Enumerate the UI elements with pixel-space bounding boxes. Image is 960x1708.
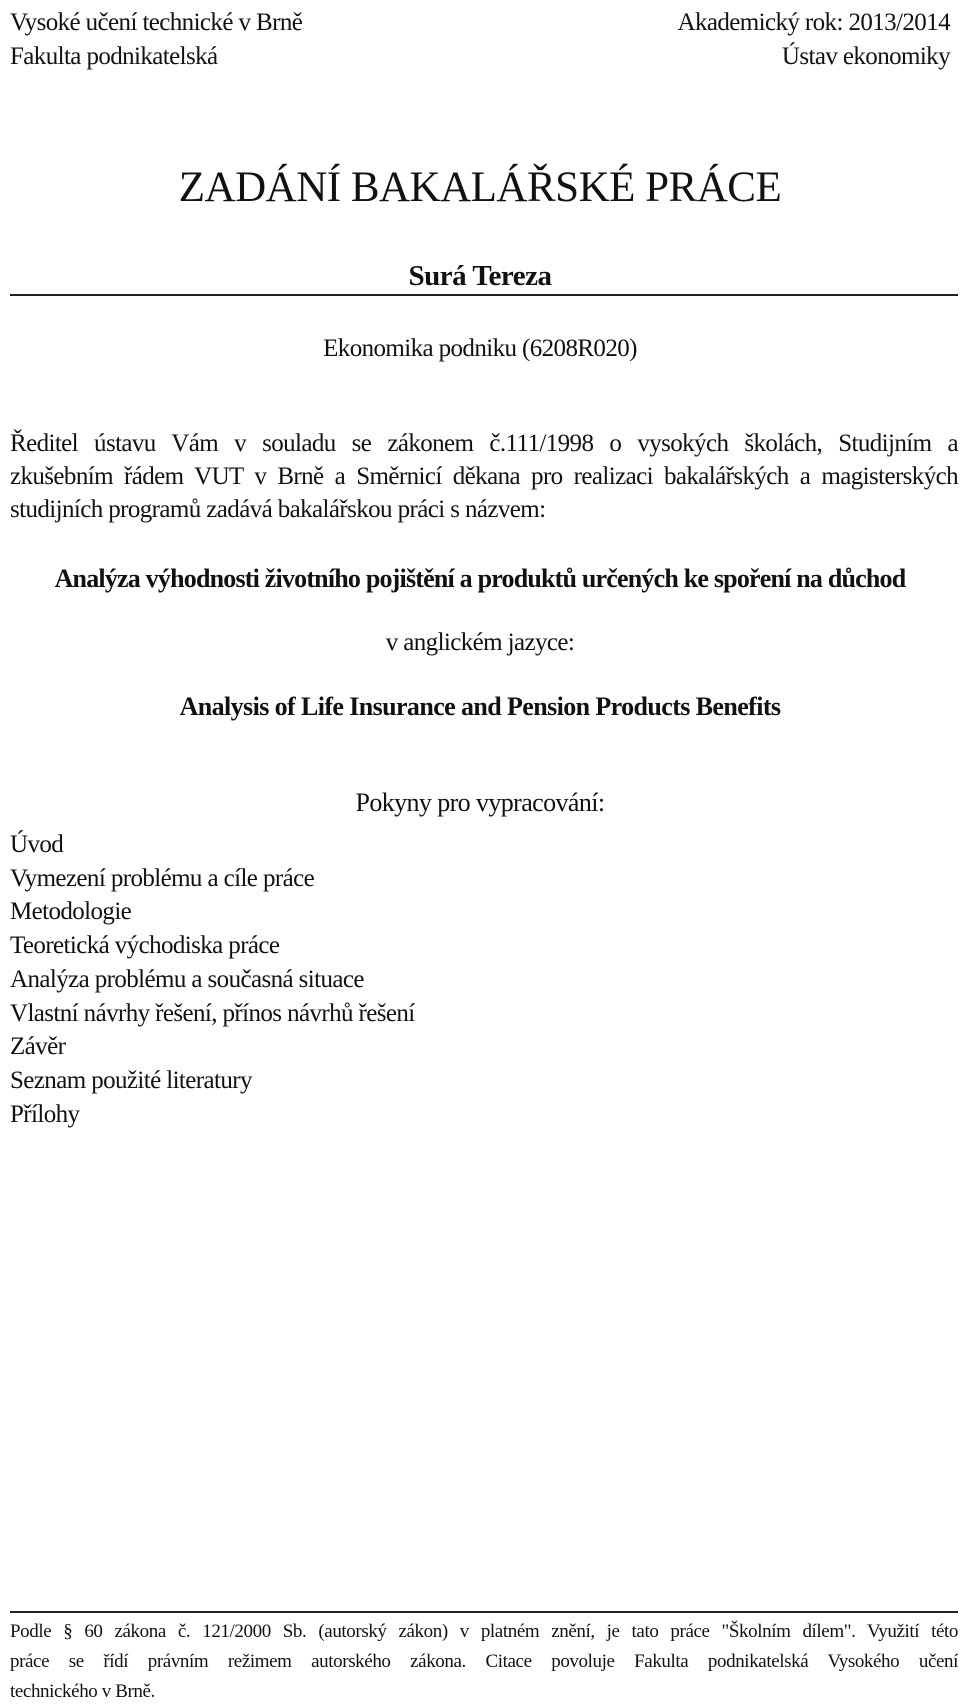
outline-item: Metodologie [10, 898, 132, 926]
document-title: ZADÁNÍ BAKALÁŘSKÉ PRÁCE [178, 164, 782, 211]
intro-line: zkušebním řádem VUT v Brně a Směrnicí děkana pro realizaci bakalářských a magisterských [10, 463, 958, 490]
outline-item: Úvod [10, 831, 64, 858]
header-institution [10, 6, 302, 74]
outline-item: Analýza problému a současná situace [10, 965, 364, 993]
copyright-notice [10, 1617, 958, 1707]
intro-line: Ředitel ústavu Vám v souladu se zákonem č.111/1998 o vysokých školách, Studijním a [10, 430, 958, 457]
outline-item: Vymezení problému a cíle práce [10, 864, 315, 892]
department-name: Ústav ekonomiky [781, 43, 950, 70]
title-divider [10, 294, 958, 296]
footer-line: Podle § 60 zákona č. 121/2000 Sb. (autorský zákon) v platném znění, je tato práce "Školním dílem". Využití této [10, 1621, 958, 1642]
footer-divider [10, 1611, 958, 1613]
faculty-name: Fakulta podnikatelská [10, 43, 218, 70]
footer-line: práce se řídí právním režimem autorského zákona. Citace povoluje Fakulta podnikatelská Vysokého učení [10, 1651, 958, 1672]
outline-item: Seznam použité literatury [10, 1066, 252, 1094]
academic-year: Akademický rok: 2013/2014 [677, 9, 950, 36]
thesis-title-czech: Analýza výhodnosti životního pojištění a produktů určených ke spoření na důchod [54, 564, 906, 593]
outline-item: Závěr [10, 1033, 66, 1061]
outline-item: Přílohy [10, 1100, 80, 1128]
university-name: Vysoké učení technické v Brně [10, 9, 303, 36]
outline-item: Teoretická východiska práce [10, 932, 280, 960]
footer-line: technického v Brně. [10, 1681, 155, 1702]
outline-item: Vlastní návrhy řešení, přínos návrhů řešení [10, 999, 415, 1027]
student-name: Surá Tereza [408, 260, 552, 292]
assignment-intro [10, 427, 958, 526]
header-academic-info [678, 6, 950, 74]
thesis-title-english: Analysis of Life Insurance and Pension Products Benefits [179, 692, 781, 721]
instructions-heading: Pokyny pro vypracování: [355, 788, 605, 817]
english-title-label: v anglickém jazyce: [385, 629, 575, 656]
intro-line: studijních programů zadává bakalářskou práci s názvem: [10, 496, 546, 523]
thesis-outline [10, 828, 415, 1131]
study-program: Ekonomika podniku (6208R020) [323, 335, 637, 362]
